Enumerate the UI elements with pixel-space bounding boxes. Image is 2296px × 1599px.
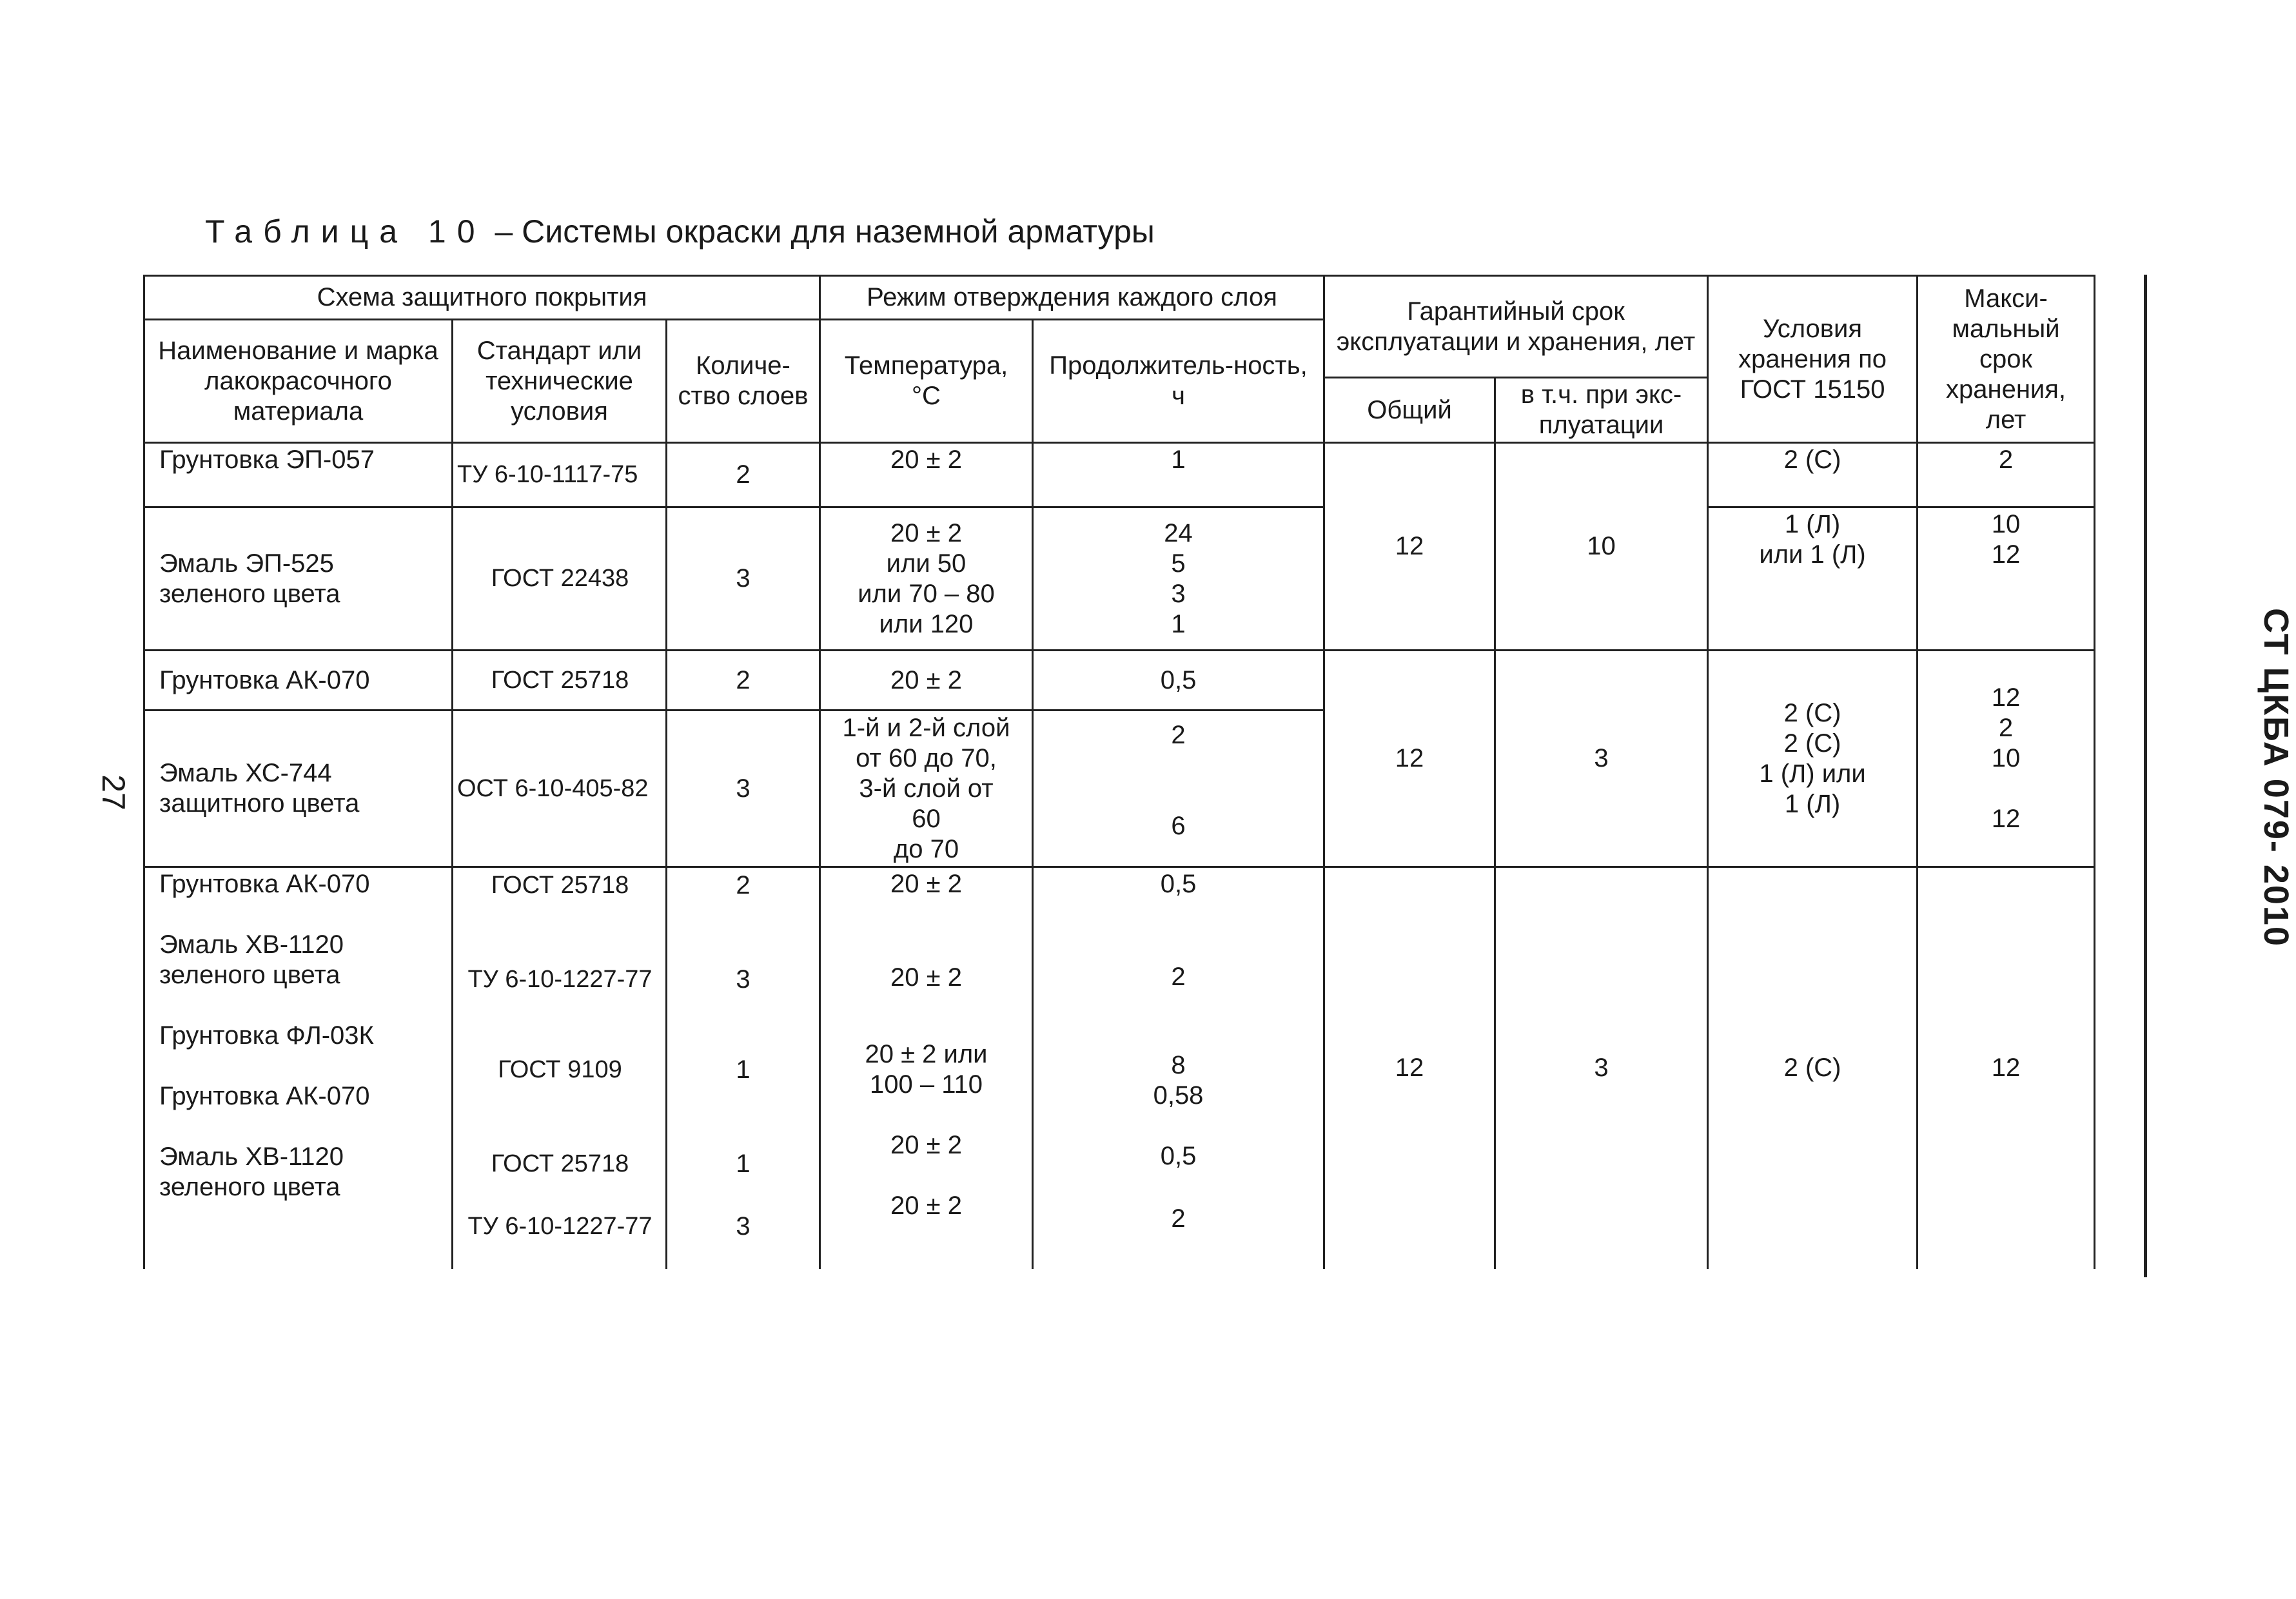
warranty-total-cell: 12 bbox=[1324, 443, 1495, 651]
spacer bbox=[674, 1180, 812, 1210]
layers-cell: 3 bbox=[667, 507, 820, 651]
max-storage-cell: 12 bbox=[1918, 867, 2095, 1269]
margin-rule bbox=[2144, 275, 2147, 1277]
spacer bbox=[457, 901, 663, 963]
duration-line: 5 bbox=[1171, 549, 1186, 578]
layers-line: 1 bbox=[736, 1150, 751, 1178]
max-storage-line bbox=[1925, 774, 2087, 804]
duration-line: 8 bbox=[1171, 1051, 1186, 1079]
duration-line: 3 bbox=[1171, 579, 1186, 608]
layers-line: 3 bbox=[736, 965, 751, 994]
material-cell bbox=[144, 867, 453, 1269]
spacer bbox=[1040, 750, 1317, 811]
material-line: Эмаль ХВ-1120 зеленого цвета bbox=[159, 1143, 344, 1201]
layers-cell: 2 bbox=[667, 443, 820, 507]
temperature-cell bbox=[820, 507, 1033, 651]
header-storage-conditions: Условия хранения по ГОСТ 15150 bbox=[1708, 276, 1918, 443]
standard-line: ГОСТ 25718 bbox=[491, 872, 629, 899]
layers-line: 3 bbox=[736, 1212, 751, 1241]
header-warranty: Гарантийный срок эксплуатации и хранения, лет bbox=[1324, 276, 1708, 378]
layers-cell: 3 bbox=[667, 711, 820, 867]
table-caption-text: – Системы окраски для наземной арматуры bbox=[486, 213, 1155, 250]
material-line: Грунтовка АК-070 bbox=[159, 870, 370, 898]
spacer bbox=[1040, 899, 1317, 962]
standard-line: ТУ 6-10-1227-77 bbox=[467, 966, 652, 993]
temperature-line: 100 – 110 bbox=[870, 1070, 983, 1099]
standard-line: ГОСТ 25718 bbox=[491, 1150, 629, 1177]
table-caption bbox=[205, 213, 1155, 250]
material-cell: Грунтовка АК-070 bbox=[144, 651, 453, 711]
page-number: 27 bbox=[95, 774, 132, 810]
spacer bbox=[1040, 992, 1317, 1050]
spacer bbox=[674, 1086, 812, 1148]
duration-line: 2 bbox=[1171, 963, 1186, 991]
material-line: Эмаль ХВ-1120 зеленого цвета bbox=[159, 930, 344, 989]
spacer bbox=[827, 1100, 1025, 1130]
table-row bbox=[144, 867, 2095, 1269]
temperature-line: 20 ± 2 или bbox=[865, 1040, 988, 1068]
duration-line: 0,58 bbox=[1153, 1081, 1204, 1110]
storage-cell: 2 (С) bbox=[1708, 867, 1918, 1269]
standard-cell: ГОСТ 25718 bbox=[453, 651, 667, 711]
table-row bbox=[144, 443, 2095, 507]
temperature-line: 20 ± 2 bbox=[890, 1131, 962, 1159]
max-storage-line: 12 bbox=[1991, 805, 2021, 833]
header-duration: Продолжитель-ность, ч bbox=[1033, 320, 1324, 443]
storage-line: 1 (Л) или bbox=[1759, 759, 1866, 788]
storage-line: или 1 (Л) bbox=[1759, 540, 1866, 569]
spacer bbox=[1040, 1111, 1317, 1141]
temperature-line: 20 ± 2 bbox=[890, 963, 962, 992]
header-max-storage: Макси-мальный срок хранения, лет bbox=[1918, 276, 2095, 443]
standard-line: ГОСТ 9109 bbox=[498, 1056, 622, 1083]
spacer bbox=[457, 1180, 663, 1210]
layers-cell: 2 bbox=[667, 651, 820, 711]
spacer bbox=[674, 901, 812, 963]
standard-line: ТУ 6-10-1227-77 bbox=[467, 1213, 652, 1240]
storage-line: 1 (Л) bbox=[1784, 510, 1841, 538]
warranty-operation-cell: 10 bbox=[1495, 443, 1708, 651]
layers-line: 2 bbox=[736, 871, 751, 899]
max-storage-cell bbox=[1918, 651, 2095, 867]
temperature-line: 20 ± 2 bbox=[890, 518, 962, 547]
spacer bbox=[159, 1112, 445, 1142]
spacer bbox=[457, 1086, 663, 1148]
temperature-line: 20 ± 2 bbox=[890, 1192, 962, 1220]
warranty-operation-cell: 3 bbox=[1495, 651, 1708, 867]
duration-cell: 0,5 bbox=[1033, 651, 1324, 711]
header-total: Общий bbox=[1324, 378, 1495, 443]
duration-line: 1 bbox=[1171, 609, 1186, 638]
duration-line: 0,5 bbox=[1160, 1142, 1197, 1170]
header-standard: Стандарт или технические условия bbox=[453, 320, 667, 443]
storage-line: 2 (С) bbox=[1783, 698, 1841, 727]
temperature-cell bbox=[820, 867, 1033, 1269]
duration-cell bbox=[1033, 711, 1324, 867]
material-cell: Эмаль ЭП-525 зеленого цвета bbox=[144, 507, 453, 651]
duration-cell bbox=[1033, 867, 1324, 1269]
temperature-cell: 20 ± 2 bbox=[820, 651, 1033, 711]
duration-line: 6 bbox=[1171, 812, 1186, 840]
duration-cell bbox=[1033, 507, 1324, 651]
temperature-cell bbox=[820, 711, 1033, 867]
table-row bbox=[144, 507, 2095, 651]
storage-line: 2 (С) bbox=[1783, 729, 1841, 758]
header-scheme: Схема защитного покрытия bbox=[144, 276, 820, 320]
spacer bbox=[159, 1051, 445, 1081]
temperature-line: или 120 bbox=[879, 609, 974, 638]
temperature-line: или 50 bbox=[886, 549, 966, 578]
max-storage-line: 12 bbox=[1991, 540, 2021, 569]
max-storage-line: 10 bbox=[1991, 744, 2021, 772]
standard-cell: ОСТ 6-10-405-82 bbox=[453, 711, 667, 867]
temperature-line: до 70 bbox=[893, 834, 959, 863]
table-row bbox=[144, 651, 2095, 711]
duration-line: 2 bbox=[1171, 721, 1186, 749]
warranty-total-cell: 12 bbox=[1324, 651, 1495, 867]
header-incl-operation: в т.ч. при экс-плуатации bbox=[1495, 378, 1708, 443]
material-cell: Эмаль ХС-744 защитного цвета bbox=[144, 711, 453, 867]
material-cell: Грунтовка ЭП-057 bbox=[144, 443, 453, 507]
temperature-line: 60 bbox=[912, 804, 941, 833]
storage-line: 1 (Л) bbox=[1784, 789, 1841, 818]
spacer bbox=[159, 990, 445, 1021]
temperature-line: или 70 – 80 bbox=[858, 579, 995, 608]
header-curing: Режим отверждения каждого слоя bbox=[820, 276, 1324, 320]
temperature-cell: 20 ± 2 bbox=[820, 443, 1033, 507]
header-temperature: Температура, °С bbox=[820, 320, 1033, 443]
material-line: Грунтовка ФЛ-03К bbox=[159, 1021, 374, 1050]
storage-cell: 2 (С) bbox=[1708, 443, 1918, 507]
storage-cell bbox=[1708, 507, 1918, 651]
temperature-line: 1-й и 2-й слой bbox=[842, 713, 1010, 742]
layers-line: 1 bbox=[736, 1055, 751, 1084]
duration-line: 24 bbox=[1164, 518, 1193, 547]
temperature-line: 3-й слой от bbox=[859, 774, 994, 803]
painting-systems-table bbox=[143, 275, 2095, 1269]
spacer bbox=[1040, 1172, 1317, 1204]
layers-cell bbox=[667, 867, 820, 1269]
warranty-operation-cell: 3 bbox=[1495, 867, 1708, 1269]
standard-cell bbox=[453, 867, 667, 1269]
spacer bbox=[827, 899, 1025, 963]
max-storage-line: 10 bbox=[1991, 510, 2021, 538]
max-storage-line: 12 bbox=[1991, 683, 2021, 712]
header-layers: Количе-ство слоев bbox=[667, 320, 820, 443]
warranty-total-cell: 12 bbox=[1324, 867, 1495, 1269]
spacer bbox=[827, 1161, 1025, 1191]
table-caption-label: Таблица 10 bbox=[205, 213, 486, 250]
standard-cell: ГОСТ 22438 bbox=[453, 507, 667, 651]
document-code: СТ ЦКБА 079- 2010 bbox=[2257, 607, 2295, 947]
storage-cell bbox=[1708, 651, 1918, 867]
duration-line: 0,5 bbox=[1160, 870, 1197, 898]
spacer bbox=[827, 993, 1025, 1039]
material-line: Грунтовка АК-070 bbox=[159, 1082, 370, 1110]
max-storage-cell: 2 bbox=[1918, 443, 2095, 507]
max-storage-line: 2 bbox=[1998, 714, 2014, 742]
header-material: Наименование и марка лакокрасочного материала bbox=[144, 320, 453, 443]
spacer bbox=[457, 996, 663, 1054]
standard-cell: ТУ 6-10-1117-75 bbox=[453, 443, 667, 507]
spacer bbox=[674, 996, 812, 1054]
max-storage-cell bbox=[1918, 507, 2095, 651]
temperature-line: 20 ± 2 bbox=[890, 870, 962, 898]
spacer bbox=[159, 899, 445, 930]
temperature-line: от 60 до 70, bbox=[856, 743, 997, 772]
duration-cell: 1 bbox=[1033, 443, 1324, 507]
duration-line: 2 bbox=[1171, 1204, 1186, 1233]
